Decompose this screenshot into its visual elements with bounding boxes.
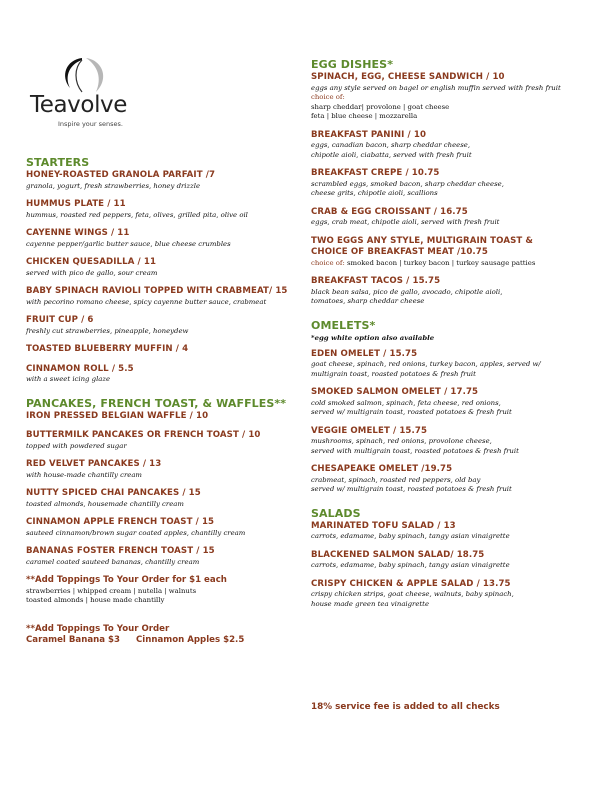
item-desc: eggs, canadian bacon, sharp cheddar cheese,: [311, 141, 471, 149]
toppings2-title: **Add Toppings To Your Order: [26, 623, 170, 634]
left-column: [26, 156, 304, 655]
menu-item: [311, 464, 603, 495]
item-name: CAYENNE WINGS / 11: [26, 228, 130, 238]
item-desc: freshly cut strawberries, pineapple, honeydew: [26, 326, 189, 335]
item-name: BUTTERMILK PANCAKES OR FRENCH TOAST / 10: [26, 430, 261, 440]
item-desc: granola, yogurt, fresh strawberries, honey drizzle: [26, 181, 201, 190]
item-desc: served w/ multigrain toast, roasted potatoes & fresh fruit: [311, 485, 512, 493]
item-name: BREAKFAST CREPE / 10.75: [311, 168, 440, 178]
service-fee-note: 18% service fee is added to all checks: [311, 702, 500, 712]
item-name: CINNAMON ROLL / 5.5: [26, 363, 134, 374]
item-name: EDEN OMELET / 15.75: [311, 348, 418, 359]
item-name: SPINACH, EGG, CHEESE SANDWICH / 10: [311, 72, 505, 82]
section-heading: OMELETS*: [311, 318, 376, 332]
item-desc: multigrain toast, roasted potatoes & fresh fruit: [311, 369, 476, 378]
item-desc: house made green tea vinaigrette: [311, 599, 430, 608]
item-desc: caramel coated sauteed bananas, chantilly cream: [26, 557, 200, 566]
item-name: BANANAS FOSTER FRENCH TOAST / 15: [26, 546, 215, 556]
right-column: [311, 58, 603, 617]
item-desc: black bean salsa, pico de gallo, avocado, chipotle aioli,: [311, 287, 503, 296]
item-desc: carrots, edamame, baby spinach, tangy asian vinaigrette: [311, 532, 510, 540]
toppings-line: toasted almonds | house made chantilly: [26, 596, 165, 604]
section-starters: [26, 156, 304, 385]
item-desc: cheese grits, chipotle aioli, scallions: [311, 189, 438, 197]
menu-item: [26, 364, 304, 385]
item-name: BABY SPINACH RAVIOLI TOPPED WITH CRABMEAT/ 15: [26, 286, 288, 296]
item-desc: mushrooms, spinach, red onions, provolone cheese,: [311, 437, 492, 445]
item-name: CRAB & EGG CROISSANT / 16.75: [311, 206, 468, 217]
menu-item: [26, 286, 304, 307]
menu-item: [311, 207, 603, 228]
menu-item: [26, 411, 304, 423]
item-name: CHICKEN QUESADILLA / 11: [26, 257, 157, 267]
item-name: TOASTED BLUEBERRY MUFFIN / 4: [26, 344, 189, 354]
toppings-title: **Add Toppings To Your Order for $1 each: [26, 575, 227, 585]
toppings-line: strawberries | whipped cream | nutella | walnuts: [26, 586, 197, 595]
menu-item: [311, 521, 603, 542]
menu-item: [311, 168, 603, 199]
menu-item: [26, 315, 304, 336]
menu-item: [311, 236, 603, 269]
item-desc: with house-made chantilly cream: [26, 470, 142, 479]
item-desc: eggs any style served on bagel or english muffin served with fresh fruit: [311, 83, 561, 92]
toppings-note-2: [26, 624, 304, 647]
item-options: sharp cheddar| provolone | goat cheese: [311, 102, 450, 111]
logo-name: Teavolve: [30, 92, 128, 118]
item-name: HUMMUS PLATE / 11: [26, 199, 126, 209]
item-desc: crabmeat, spinach, roasted red peppers, old bay: [311, 475, 481, 484]
item-name: BLACKENED SALMON SALAD/ 18.75: [311, 549, 485, 560]
item-desc: chipotle aioli, ciabatta, served with fresh fruit: [311, 150, 472, 159]
menu-item: [26, 488, 304, 509]
item-desc: served w/ multigrain toast, roasted potatoes & fresh fruit: [311, 408, 512, 416]
item-name: CHESAPEAKE OMELET /19.75: [311, 464, 453, 474]
toppings2-items: [26, 635, 304, 647]
item-name: SMOKED SALMON OMELET / 17.75: [311, 387, 479, 397]
item-desc: sauteed cinnamon/brown sugar coated apples, chantilly cream: [26, 528, 246, 537]
menu-item: [311, 349, 603, 380]
item-desc: eggs, crab meat, chipotle aioli, served with fresh fruit: [311, 218, 500, 226]
item-name: MARINATED TOFU SALAD / 13: [311, 520, 456, 531]
item-desc: tomatoes, sharp cheddar cheese: [311, 297, 425, 305]
item-name: BREAKFAST PANINI / 10: [311, 129, 427, 140]
section-salads: [311, 507, 603, 610]
item-name: CRISPY CHICKEN & APPLE SALAD / 13.75: [311, 578, 511, 589]
item-name: TWO EGGS ANY STYLE, MULTIGRAIN TOAST &: [311, 235, 534, 246]
item-desc: with pecorino romano cheese, spicy cayenne butter sauce, crabmeat: [26, 297, 267, 306]
item-name: NUTTY SPICED CHAI PANCAKES / 15: [26, 488, 201, 498]
menu-item: [311, 579, 603, 610]
section-heading: SALADS: [311, 506, 361, 520]
item-choice: choice of:: [311, 93, 345, 101]
item-desc: hummus, roasted red peppers, feta, olives, grilled pita, olive oil: [26, 210, 248, 219]
item-desc: with a sweet icing glaze: [26, 375, 111, 383]
item-desc: goat cheese, spinach, red onions, turkey bacon, apples, served w/: [311, 360, 541, 368]
item-desc: cold smoked salmon, spinach, feta cheese, red onions,: [311, 398, 501, 407]
item-name-line2: CHOICE OF BREAKFAST MEAT /10.75: [311, 247, 488, 257]
topping-cinnamon-apples: Cinnamon Apples $2.5: [136, 635, 245, 645]
section-egg-dishes: [311, 58, 603, 307]
menu-item: [311, 276, 603, 307]
menu-item: [311, 130, 603, 161]
item-name: IRON PRESSED BELGIAN WAFFLE / 10: [26, 410, 209, 421]
menu-item: [311, 387, 603, 418]
item-options: feta | blue cheese | mozzarella: [311, 112, 418, 120]
topping-caramel-banana: Caramel Banana $3: [26, 635, 120, 645]
item-desc: toasted almonds, housemade chantilly cream: [26, 499, 184, 508]
section-heading: PANCAKES, FRENCH TOAST, & WAFFLES**: [26, 396, 287, 410]
item-desc: cayenne pepper/garlic butter sauce, blue cheese crumbles: [26, 239, 231, 248]
item-desc: scrambled eggs, smoked bacon, sharp cheddar cheese,: [311, 179, 504, 188]
menu-item: [26, 257, 304, 278]
item-name: BREAKFAST TACOS / 15.75: [311, 276, 441, 286]
menu-item: [311, 426, 603, 457]
section-heading: EGG DISHES*: [311, 58, 394, 71]
item-desc: topped with powdered sugar: [26, 441, 127, 450]
menu-item: [26, 517, 304, 538]
item-name: RED VELVET PANCAKES / 13: [26, 459, 162, 469]
menu-item: [26, 546, 304, 567]
menu-item: [26, 228, 304, 249]
menu-item: [26, 199, 304, 220]
item-name: FRUIT CUP / 6: [26, 315, 94, 325]
section-pancakes: [26, 397, 304, 568]
menu-item: [26, 459, 304, 480]
section-note: *egg white option also available: [311, 333, 435, 342]
menu-item: [26, 430, 304, 451]
menu-item: [311, 72, 603, 122]
item-desc: served with multigrain toast, roasted potatoes & fresh fruit: [311, 446, 519, 455]
menu-item: [26, 170, 304, 191]
logo-tagline: Inspire your senses.: [58, 120, 123, 128]
item-name: CINNAMON APPLE FRENCH TOAST / 15: [26, 517, 215, 527]
item-choice: choice of:: [311, 258, 345, 267]
menu-item: [26, 344, 304, 356]
item-choice-options: smoked bacon | turkey bacon | turkey sausage patties: [344, 258, 536, 267]
item-desc: crispy chicken strips, goat cheese, walnuts, baby spinach,: [311, 590, 514, 598]
section-omelets: [311, 319, 603, 495]
toppings-note: [26, 575, 304, 606]
menu-item: [311, 550, 603, 571]
item-desc: carrots, edamame, baby spinach, tangy asian vinaigrette: [311, 561, 510, 569]
item-desc: served with pico de gallo, sour cream: [26, 268, 158, 277]
item-name: HONEY-ROASTED GRANOLA PARFAIT /7: [26, 170, 216, 180]
item-name: VEGGIE OMELET / 15.75: [311, 425, 428, 436]
section-heading: STARTERS: [26, 156, 90, 169]
logo: [30, 54, 150, 134]
item-options: [311, 259, 603, 269]
